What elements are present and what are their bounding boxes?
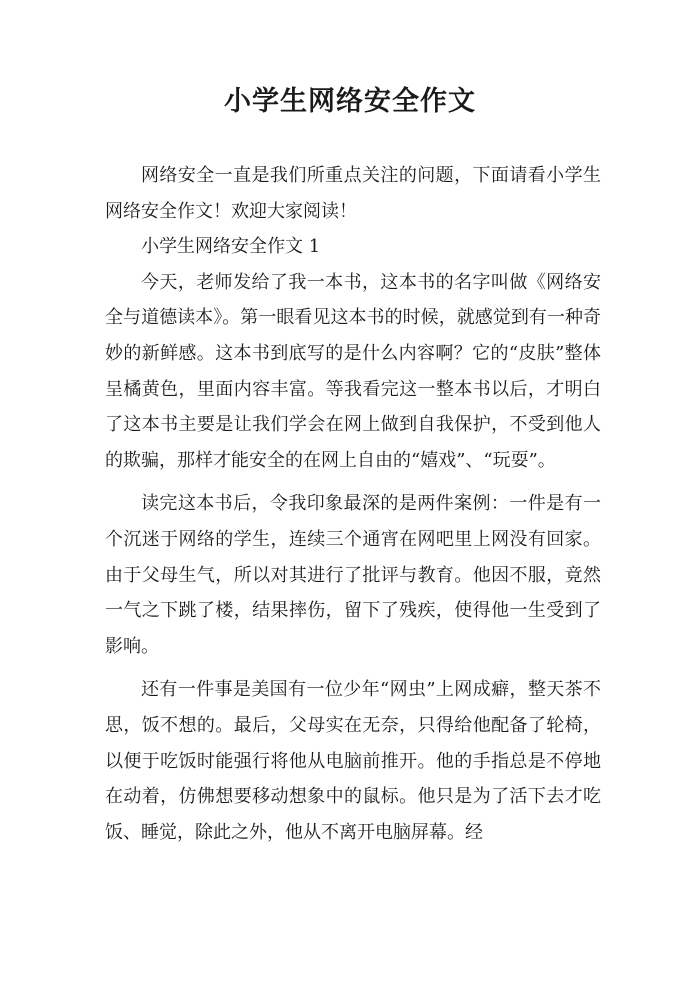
body-paragraph-1: 今天，老师发给了我一本书，这本书的名字叫做《网络安全与道德读本》。第一眼看见这本书的时候，就感觉到有一种奇妙的新鲜感。这本书到底写的是什么内容啊？它的“皮肤”整体呈橘黄色，里面内容丰富。等我看完这一整本书以后，才明白了这本书主要是让我们学会在网上做到自我保护，不受到他人的欺骗，那样才能安全的在网上自由的“嬉戏”、“玩耍”。 [105, 271, 601, 471]
body-paragraph-3: 还有一件事是美国有一位少年“网虫”上网成癖，整天茶不思，饭不想的。最后，父母实在无奈，只得给他配备了轮椅，以便于吃饭时能强行将他从电脑前推开。他的手指总是不停地在动着，仿佛想要移动想象中的鼠标。他只是为了活下去才吃饭、睡觉，除此之外，他从不离开电脑屏幕。经 [105, 679, 601, 843]
body-paragraph-2: 读完这本书后，令我印象最深的是两件案例：一件是有一个沉迷于网络的学生，连续三个通宵在网吧里上网没有回家。由于父母生气，所以对其进行了批评与教育。他因不服，竟然一气之下跳了楼，结果摔伤，留下了残疾，使得他一生受到了影响。 [105, 493, 601, 657]
document-body [105, 158, 601, 850]
document-title: 小学生网络安全作文 [224, 86, 476, 117]
paragraph-gap [105, 478, 601, 486]
essay-heading: 小学生网络安全作文 1 [141, 236, 321, 258]
paragraph-gap [105, 664, 601, 672]
intro-paragraph: 网络安全一直是我们所重点关注的问题，下面请看小学生网络安全作文！欢迎大家阅读！ [105, 165, 601, 222]
